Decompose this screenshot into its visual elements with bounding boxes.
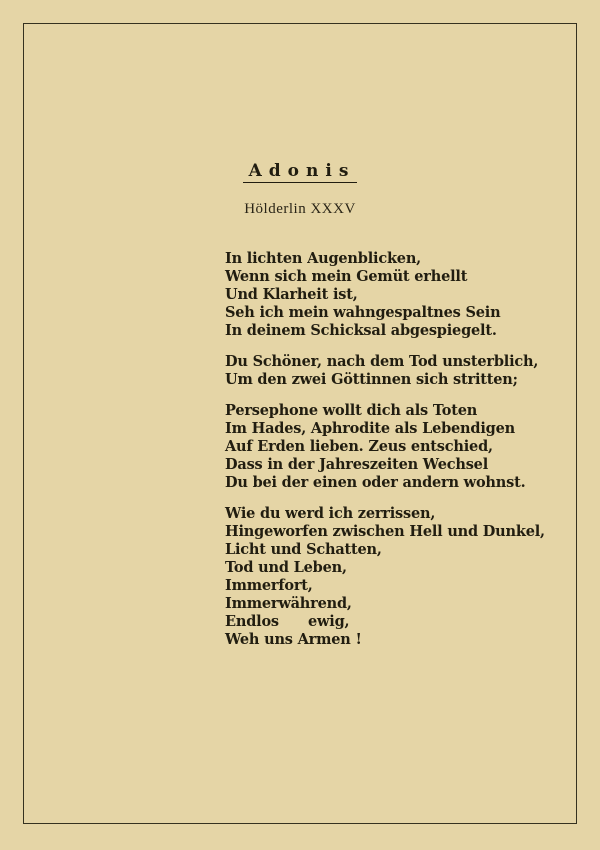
- poem-line: Seh ich mein wahngespaltnes Sein: [225, 304, 501, 321]
- poem-title: Adonis: [243, 161, 358, 183]
- poem-line: Im Hades, Aphrodite als Lebendigen: [225, 420, 515, 437]
- poem-line: Wenn sich mein Gemüt erhellt: [225, 268, 468, 285]
- poem-stanza: [225, 402, 560, 492]
- poem-line: In deinem Schicksal abgespiegelt.: [225, 322, 497, 339]
- poem-line: Immerwährend,: [225, 595, 352, 612]
- poem-line: In lichten Augenblicken,: [225, 250, 422, 267]
- poem-stanza: [225, 353, 560, 389]
- poem-line: Dass in der Jahreszeiten Wechsel: [225, 456, 488, 473]
- poem-line: Wie du werd ich zerrissen,: [225, 505, 436, 522]
- title-row: [0, 161, 600, 183]
- poem-line: Hingeworfen zwischen Hell und Dunkel,: [225, 523, 545, 540]
- poem-line: Du Schöner, nach dem Tod unsterblich,: [225, 353, 539, 370]
- poem-line: Und Klarheit ist,: [225, 286, 358, 303]
- poem-line: Du bei der einen oder andern wohnst.: [225, 474, 526, 491]
- poem-line: Immerfort,: [225, 577, 313, 594]
- poem-line: Auf Erden lieben. Zeus entschied,: [225, 438, 493, 455]
- poem-line: Endlos ewig,: [225, 613, 350, 630]
- poem-line: Um den zwei Göttinnen sich stritten;: [225, 371, 518, 388]
- poem-subtitle: Hölderlin XXXV: [244, 201, 356, 217]
- poem-body: [225, 250, 560, 662]
- poem-stanza: [225, 505, 560, 649]
- poem-line: Licht und Schatten,: [225, 541, 382, 558]
- poem-line: Persephone wollt dich als Toten: [225, 402, 478, 419]
- poem-line: Weh uns Armen !: [225, 631, 362, 648]
- poem-line: Tod und Leben,: [225, 559, 347, 576]
- subtitle-row: [0, 198, 600, 218]
- poem-stanza: [225, 250, 560, 340]
